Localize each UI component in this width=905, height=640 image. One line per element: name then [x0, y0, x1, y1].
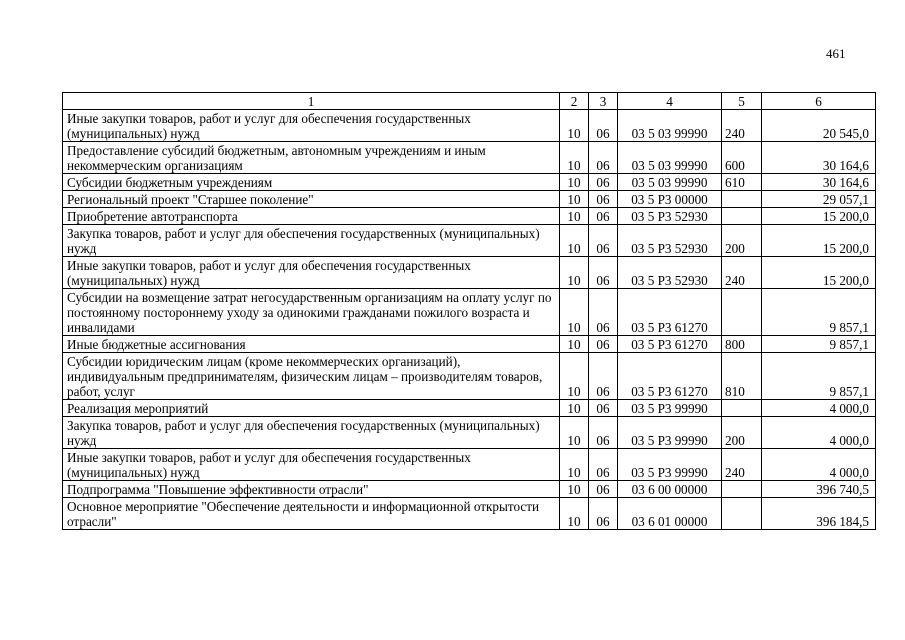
item-name-cell: Иные бюджетные ассигнования	[63, 336, 560, 353]
table-row	[63, 142, 876, 174]
item-name-cell: Иные закупки товаров, работ и услуг для обеспечения государственных (муниципальных) нужд	[63, 257, 560, 289]
amount-cell: 15 200,0	[762, 225, 876, 257]
header-col-2: 2	[560, 93, 589, 110]
table-row	[63, 289, 876, 336]
subsection-cell: 06	[589, 289, 618, 336]
amount-cell: 20 545,0	[762, 110, 876, 142]
header-col-3: 3	[589, 93, 618, 110]
section-cell: 10	[560, 400, 589, 417]
item-name-cell: Реализация мероприятий	[63, 400, 560, 417]
expense-type-cell: 240	[722, 257, 762, 289]
target-code-cell: 03 5 P3 00000	[618, 191, 722, 208]
expense-type-cell	[722, 208, 762, 225]
expense-type-cell: 610	[722, 174, 762, 191]
target-code-cell: 03 6 00 00000	[618, 481, 722, 498]
table-row	[63, 400, 876, 417]
amount-cell: 4 000,0	[762, 449, 876, 481]
target-code-cell: 03 5 03 99990	[618, 142, 722, 174]
expense-type-cell	[722, 498, 762, 530]
table-row	[63, 257, 876, 289]
amount-cell: 30 164,6	[762, 174, 876, 191]
header-col-5: 5	[722, 93, 762, 110]
target-code-cell: 03 5 P3 52930	[618, 257, 722, 289]
subsection-cell: 06	[589, 142, 618, 174]
subsection-cell: 06	[589, 208, 618, 225]
item-name-cell: Иные закупки товаров, работ и услуг для обеспечения государственных (муниципальных) нужд	[63, 449, 560, 481]
amount-cell: 29 057,1	[762, 191, 876, 208]
section-cell: 10	[560, 110, 589, 142]
table-row	[63, 417, 876, 449]
amount-cell: 30 164,6	[762, 142, 876, 174]
item-name-cell: Основное мероприятие "Обеспечение деятельности и информационной открытости отрасли"	[63, 498, 560, 530]
section-cell: 10	[560, 481, 589, 498]
budget-table	[62, 92, 876, 530]
item-name-cell: Субсидии бюджетным учреждениям	[63, 174, 560, 191]
page-number: 461	[826, 46, 846, 61]
expense-type-cell: 240	[722, 449, 762, 481]
expense-type-cell	[722, 191, 762, 208]
header-row	[63, 93, 876, 110]
subsection-cell: 06	[589, 257, 618, 289]
subsection-cell: 06	[589, 191, 618, 208]
item-name-cell: Иные закупки товаров, работ и услуг для обеспечения государственных (муниципальных) нужд	[63, 110, 560, 142]
expense-type-cell: 810	[722, 353, 762, 400]
table-row	[63, 208, 876, 225]
section-cell: 10	[560, 289, 589, 336]
table-row	[63, 225, 876, 257]
item-name-cell: Предоставление субсидий бюджетным, автономным учреждениям и иным некоммерческим организациям	[63, 142, 560, 174]
amount-cell: 9 857,1	[762, 289, 876, 336]
item-name-cell: Субсидии юридическим лицам (кроме некоммерческих организаций), индивидуальным предпринимателям, физическим лицам – производителям товаров, работ, услуг	[63, 353, 560, 400]
amount-cell: 4 000,0	[762, 400, 876, 417]
expense-type-cell	[722, 400, 762, 417]
target-code-cell: 03 6 01 00000	[618, 498, 722, 530]
item-name-cell: Приобретение автотранспорта	[63, 208, 560, 225]
table-row	[63, 449, 876, 481]
subsection-cell: 06	[589, 498, 618, 530]
subsection-cell: 06	[589, 225, 618, 257]
table-body	[63, 110, 876, 530]
section-cell: 10	[560, 417, 589, 449]
header-col-1: 1	[63, 93, 560, 110]
subsection-cell: 06	[589, 417, 618, 449]
section-cell: 10	[560, 191, 589, 208]
section-cell: 10	[560, 449, 589, 481]
expense-type-cell: 200	[722, 417, 762, 449]
amount-cell: 9 857,1	[762, 336, 876, 353]
table-row	[63, 481, 876, 498]
expense-type-cell: 800	[722, 336, 762, 353]
target-code-cell: 03 5 P3 99990	[618, 400, 722, 417]
amount-cell: 396 740,5	[762, 481, 876, 498]
item-name-cell: Субсидии на возмещение затрат негосударственным организациям на оплату услуг по постоянному постороннему уходу за одинокими гражданами пожилого возраста и инвалидами	[63, 289, 560, 336]
target-code-cell: 03 5 P3 52930	[618, 225, 722, 257]
section-cell: 10	[560, 353, 589, 400]
section-cell: 10	[560, 257, 589, 289]
subsection-cell: 06	[589, 353, 618, 400]
section-cell: 10	[560, 208, 589, 225]
amount-cell: 4 000,0	[762, 417, 876, 449]
subsection-cell: 06	[589, 449, 618, 481]
target-code-cell: 03 5 03 99990	[618, 110, 722, 142]
amount-cell: 396 184,5	[762, 498, 876, 530]
item-name-cell: Подпрограмма "Повышение эффективности отрасли"	[63, 481, 560, 498]
target-code-cell: 03 5 P3 99990	[618, 449, 722, 481]
amount-cell: 15 200,0	[762, 257, 876, 289]
target-code-cell: 03 5 P3 61270	[618, 336, 722, 353]
expense-type-cell	[722, 481, 762, 498]
expense-type-cell: 600	[722, 142, 762, 174]
amount-cell: 15 200,0	[762, 208, 876, 225]
subsection-cell: 06	[589, 481, 618, 498]
section-cell: 10	[560, 174, 589, 191]
table-row	[63, 191, 876, 208]
subsection-cell: 06	[589, 400, 618, 417]
table-row	[63, 353, 876, 400]
item-name-cell: Закупка товаров, работ и услуг для обеспечения государственных (муниципальных) нужд	[63, 417, 560, 449]
target-code-cell: 03 5 03 99990	[618, 174, 722, 191]
expense-type-cell: 200	[722, 225, 762, 257]
header-col-6: 6	[762, 93, 876, 110]
table-row	[63, 336, 876, 353]
target-code-cell: 03 5 P3 52930	[618, 208, 722, 225]
section-cell: 10	[560, 225, 589, 257]
expense-type-cell	[722, 289, 762, 336]
table-row	[63, 498, 876, 530]
header-col-4: 4	[618, 93, 722, 110]
expense-type-cell: 240	[722, 110, 762, 142]
section-cell: 10	[560, 336, 589, 353]
item-name-cell: Закупка товаров, работ и услуг для обеспечения государственных (муниципальных) нужд	[63, 225, 560, 257]
subsection-cell: 06	[589, 174, 618, 191]
section-cell: 10	[560, 498, 589, 530]
amount-cell: 9 857,1	[762, 353, 876, 400]
subsection-cell: 06	[589, 110, 618, 142]
target-code-cell: 03 5 P3 99990	[618, 417, 722, 449]
section-cell: 10	[560, 142, 589, 174]
subsection-cell: 06	[589, 336, 618, 353]
table-row	[63, 174, 876, 191]
table-row	[63, 110, 876, 142]
item-name-cell: Региональный проект "Старшее поколение"	[63, 191, 560, 208]
target-code-cell: 03 5 P3 61270	[618, 353, 722, 400]
target-code-cell: 03 5 P3 61270	[618, 289, 722, 336]
